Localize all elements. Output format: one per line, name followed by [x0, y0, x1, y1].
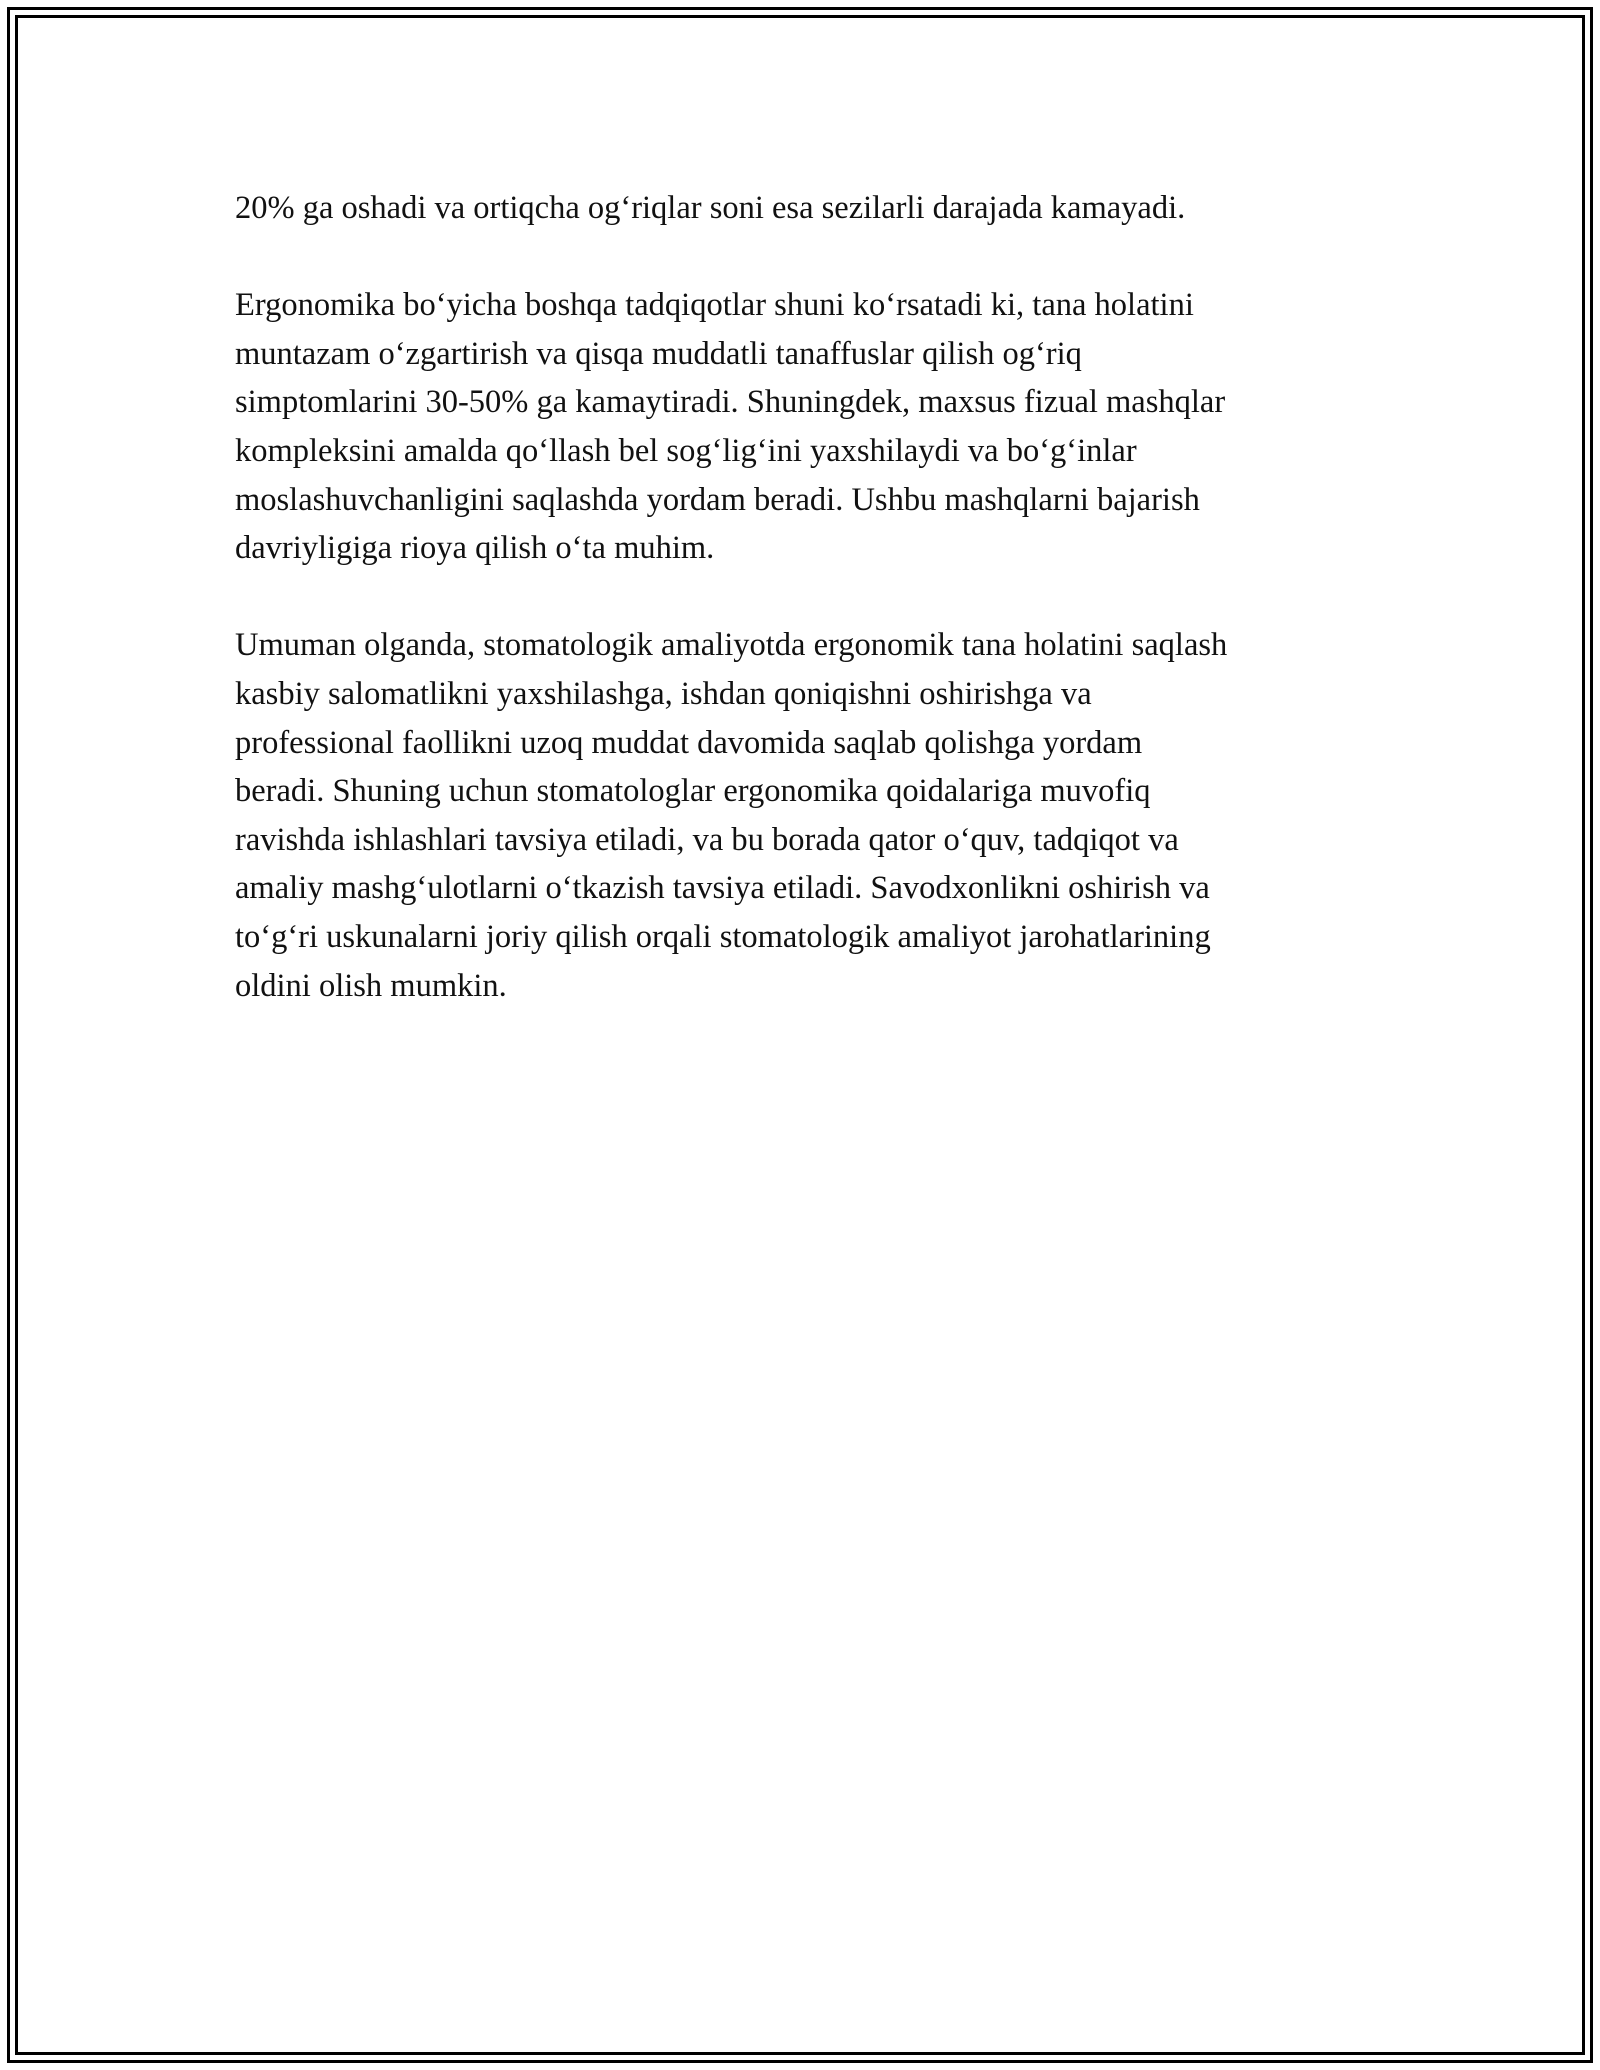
paragraph-2: Ergonomika bo‘yicha boshqa tadqiqotlar shuni ko‘rsatadi ki, tana holatini muntazam o‘zgartirish va qisqa muddatli tanaffuslar qilish og‘riq simptomlarini 30-50% ga kamaytiradi. Shuningdek, maxsus fizual mashqlar kompleksini amalda qo‘llash bel sog‘lig‘ini yaxshilaydi va bo‘g‘inlar moslashuvchanligini saqlashda yordam beradi. Ushbu mashqlarni bajarish davriyligiga rioya qilish o‘ta muhim. — [235, 287, 1226, 567]
document-body — [235, 184, 1375, 1059]
paragraph-1: 20% ga oshadi va ortiqcha og‘riqlar soni esa sezilarli darajada kamayadi. — [235, 190, 1186, 226]
paragraph-3: Umuman olganda, stomatologik amaliyotda ergonomik tana holatini saqlash kasbiy salomatlikni yaxshilashga, ishdan qoniqishni oshirishga va professional faollikni uzoq muddat davomida saqlab qolishga yordam beradi. Shuning uchun stomatologlar ergonomika qoidalariga muvofiq ravishda ishlashlari tavsiya etiladi, va bu borada qator o‘quv, tadqiqot va amaliy mashg‘ulotlarni o‘tkazish tavsiya etiladi. Savodxonlikni oshirish va to‘g‘ri uskunalarni joriy qilish orqali stomatologik amaliyot jarohatlarining oldini olish mumkin. — [235, 627, 1228, 1004]
